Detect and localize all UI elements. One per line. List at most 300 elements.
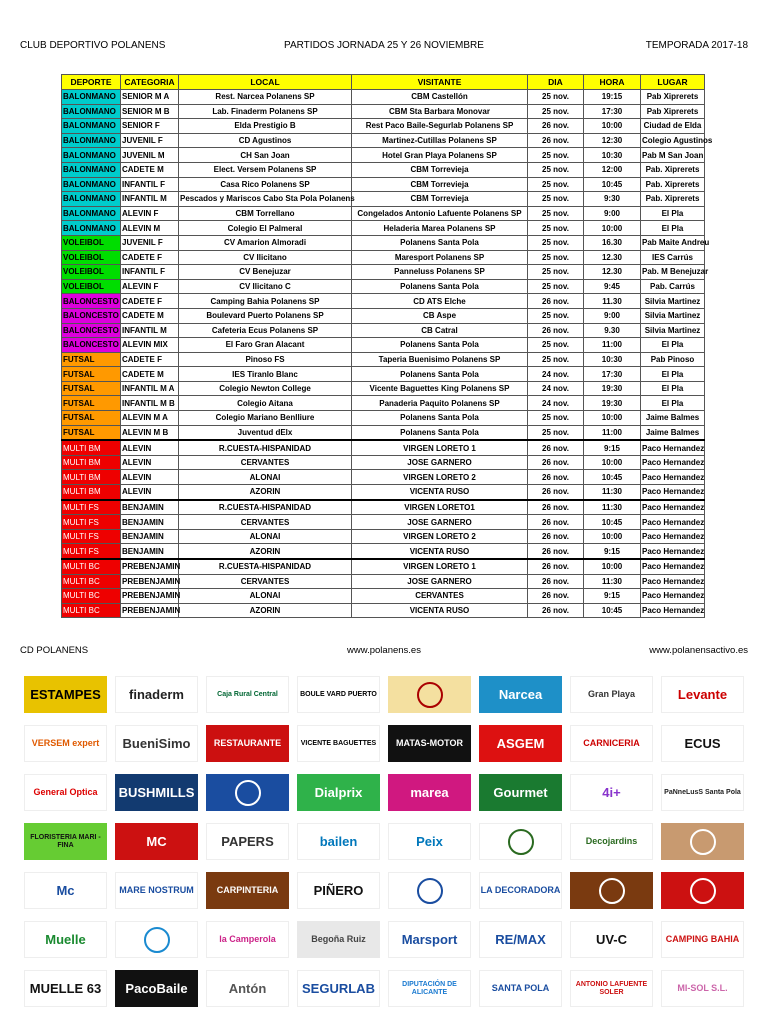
cell-hora: 11.30	[584, 294, 641, 309]
cell-hora: 10:00	[584, 411, 641, 426]
cell-dia: 24 nov.	[528, 396, 584, 411]
season-label: TEMPORADA 2017-18	[645, 40, 748, 51]
cell-hora: 10:00	[584, 559, 641, 574]
bushmills-logo	[115, 774, 198, 811]
cell-dia: 25 nov.	[528, 279, 584, 294]
cell-dia: 25 nov.	[528, 221, 584, 236]
cell-local: ALONAI	[179, 529, 352, 544]
cell-lugar: Silvia Martinez	[641, 323, 705, 338]
cell-local: CERVANTES	[179, 515, 352, 530]
cell-categoria: JUVENIL F	[121, 133, 179, 148]
sponsor-name: Dialprix	[314, 784, 363, 800]
cell-deporte: FUTSAL	[62, 352, 121, 367]
table-row	[62, 574, 705, 589]
cell-dia: 26 nov.	[528, 515, 584, 530]
mare-nostrum-logo	[115, 872, 198, 909]
cell-lugar: Pab. M Benejuzar	[641, 265, 705, 280]
table-row	[62, 425, 705, 440]
cell-categoria: SENIOR M B	[121, 104, 179, 119]
cell-local: Pinoso FS	[179, 352, 352, 367]
cell-hora: 9:15	[584, 589, 641, 604]
cell-dia: 26 nov.	[528, 529, 584, 544]
sponsor-name: Levante	[677, 686, 728, 702]
cell-hora: 12:30	[584, 133, 641, 148]
cell-lugar: Jaime Balmes	[641, 425, 705, 440]
cell-local: Camping Bahia Polanens SP	[179, 294, 352, 309]
bailen-logo	[297, 823, 380, 860]
sponsor-name: 4i+	[602, 784, 621, 800]
emblem-icon	[690, 878, 716, 904]
sponsor-name: LA DECORADORA	[480, 884, 561, 895]
cell-categoria: ALEVIN M A	[121, 411, 179, 426]
cell-categoria: CADETE F	[121, 352, 179, 367]
cell-lugar: Colegio Agustinos	[641, 133, 705, 148]
sponsor-name: Muelle	[45, 931, 86, 947]
sponsor-name: Gran Playa	[587, 688, 636, 699]
cell-deporte: MULTI BC	[62, 574, 121, 589]
sponsor-name: RE/MAX	[495, 931, 546, 947]
sponsor-name: Caja Rural Central	[217, 690, 278, 698]
cell-visitante: Polanens Santa Pola	[352, 235, 528, 250]
cell-deporte: BALONCESTO	[62, 294, 121, 309]
cell-lugar: Pab. Xiprerets	[641, 177, 705, 192]
table-row	[62, 177, 705, 192]
cell-categoria: ALEVIN F	[121, 206, 179, 221]
cell-lugar: IES Carrús	[641, 250, 705, 265]
cell-lugar: El Pla	[641, 221, 705, 236]
emblem-icon	[235, 780, 261, 806]
table-row	[62, 603, 705, 618]
table-row	[62, 265, 705, 280]
cell-local: Cafeteria Ecus Polanens SP	[179, 323, 352, 338]
cell-hora: 9:15	[584, 544, 641, 559]
cell-visitante: JOSE GARNERO	[352, 515, 528, 530]
el-faro-logo	[661, 872, 744, 909]
papers-logo	[206, 823, 289, 860]
cell-local: CV Benejuzar	[179, 265, 352, 280]
table-row	[62, 104, 705, 119]
cell-dia: 26 nov.	[528, 323, 584, 338]
cell-deporte: VOLEIBOL	[62, 279, 121, 294]
sponsor-name: SEGURLAB	[302, 980, 375, 996]
cell-lugar: El Pla	[641, 381, 705, 396]
table-row	[62, 119, 705, 134]
cell-categoria: BENJAMIN	[121, 529, 179, 544]
la-decoradora-logo	[479, 872, 562, 909]
anton-logo	[206, 970, 289, 1007]
diputacion-logo	[388, 970, 471, 1007]
cell-hora: 10:30	[584, 148, 641, 163]
table-row	[62, 411, 705, 426]
sponsor-name: PIÑERO	[313, 882, 364, 898]
sponsor-name: Gourmet	[493, 784, 548, 800]
cell-local: CV Ilicitano C	[179, 279, 352, 294]
schedule-table	[61, 74, 713, 618]
paquito-logo	[570, 872, 653, 909]
cell-categoria: JUVENIL M	[121, 148, 179, 163]
cell-lugar: Paco Hernandez	[641, 529, 705, 544]
cell-dia: 26 nov.	[528, 470, 584, 485]
sponsor-name: BOULE VARD PUERTO	[300, 690, 377, 698]
footer-website-link[interactable]: www.polanens.es	[347, 645, 421, 656]
cell-categoria: JUVENIL F	[121, 235, 179, 250]
cell-local: ALONAI	[179, 589, 352, 604]
cell-deporte: BALONMANO	[62, 221, 121, 236]
cell-deporte: MULTI BC	[62, 603, 121, 618]
cell-visitante: Polanens Santa Pola	[352, 367, 528, 382]
emblem-icon	[508, 829, 534, 855]
antonio-lafuente-logo	[570, 970, 653, 1007]
cell-deporte: BALONMANO	[62, 90, 121, 105]
column-header-visitante: VISITANTE	[352, 75, 528, 90]
narcea-logo	[479, 676, 562, 713]
buenisimo-logo	[115, 725, 198, 762]
cell-local: Colegio Newton College	[179, 381, 352, 396]
emblem-icon	[144, 927, 170, 953]
cell-dia: 25 nov.	[528, 411, 584, 426]
cell-hora: 9:00	[584, 206, 641, 221]
4it-logo	[570, 774, 653, 811]
cell-local: AZORIN	[179, 544, 352, 559]
sponsor-name: PacoBaile	[125, 980, 188, 996]
sponsor-name: Peix	[416, 833, 443, 849]
sponsor-name: CAMPING BAHIA	[665, 933, 740, 944]
cell-dia: 26 nov.	[528, 485, 584, 500]
cell-lugar: Pab Xiprerets	[641, 90, 705, 105]
cell-deporte: MULTI BM	[62, 440, 121, 455]
estampes-logo	[24, 676, 107, 713]
cell-lugar: Paco Hernandez	[641, 470, 705, 485]
cell-visitante: Congelados Antonio Lafuente Polanens SP	[352, 206, 528, 221]
cell-local: Elda Prestigio B	[179, 119, 352, 134]
table-row	[62, 192, 705, 207]
cell-lugar: Pab. Xiprerets	[641, 192, 705, 207]
table-row	[62, 338, 705, 353]
cell-deporte: FUTSAL	[62, 367, 121, 382]
sponsor-name: SANTA POLA	[491, 982, 550, 993]
cell-hora: 10:00	[584, 529, 641, 544]
cell-lugar: El Pla	[641, 367, 705, 382]
cell-visitante: Polanens Santa Pola	[352, 425, 528, 440]
footer-activo-link[interactable]: www.polanensactivo.es	[649, 645, 748, 656]
cell-deporte: VOLEIBOL	[62, 235, 121, 250]
cell-visitante: Rest Paco Baile-Segurlab Polanens SP	[352, 119, 528, 134]
cell-dia: 26 nov.	[528, 559, 584, 574]
cell-hora: 10:45	[584, 177, 641, 192]
versem-logo	[24, 725, 107, 762]
cell-deporte: BALONMANO	[62, 133, 121, 148]
cell-deporte: BALONMANO	[62, 148, 121, 163]
gran-playa-logo	[570, 676, 653, 713]
camping-bahia-logo	[479, 823, 562, 860]
table-row	[62, 90, 705, 105]
cell-local: IES Tiranlo Blanc	[179, 367, 352, 382]
cell-categoria: BENJAMIN	[121, 500, 179, 515]
cell-lugar: Silvia Martinez	[641, 308, 705, 323]
cell-hora: 11:30	[584, 574, 641, 589]
gourmet-logo	[479, 774, 562, 811]
matas-motor-logo	[388, 725, 471, 762]
sponsor-name: marea	[410, 784, 449, 800]
cell-visitante: CBM Castellón	[352, 90, 528, 105]
cell-categoria: INFANTIL F	[121, 177, 179, 192]
emblem-icon	[417, 682, 443, 708]
crest-logo	[388, 676, 471, 713]
cell-hora: 11:00	[584, 425, 641, 440]
cell-hora: 19:30	[584, 381, 641, 396]
cell-categoria: ALEVIN M	[121, 221, 179, 236]
cell-deporte: BALONMANO	[62, 206, 121, 221]
restaurante-logo	[206, 725, 289, 762]
cell-local: El Faro Gran Alacant	[179, 338, 352, 353]
cell-lugar: Paco Hernandez	[641, 485, 705, 500]
cell-deporte: VOLEIBOL	[62, 250, 121, 265]
cell-visitante: CBM Torrevieja	[352, 162, 528, 177]
cell-visitante: VIRGEN LORETO 1	[352, 559, 528, 574]
marea-logo	[388, 774, 471, 811]
sponsor-name: Decojardins	[585, 835, 638, 846]
table-row	[62, 162, 705, 177]
cell-visitante: Polanens Santa Pola	[352, 279, 528, 294]
table-row	[62, 396, 705, 411]
cell-deporte: MULTI FS	[62, 529, 121, 544]
cell-hora: 12:00	[584, 162, 641, 177]
cell-hora: 17:30	[584, 104, 641, 119]
cell-local: CBM Torrellano	[179, 206, 352, 221]
table-row	[62, 515, 705, 530]
cell-visitante: CB Catral	[352, 323, 528, 338]
sponsor-name: Narcea	[498, 686, 543, 702]
table-row	[62, 323, 705, 338]
carpinteria-logo	[206, 872, 289, 909]
cell-local: Casa Rico Polanens SP	[179, 177, 352, 192]
cell-categoria: INFANTIL M B	[121, 396, 179, 411]
cell-local: CV Amarion Almoradi	[179, 235, 352, 250]
cell-deporte: MULTI FS	[62, 515, 121, 530]
cell-local: CD Agustinos	[179, 133, 352, 148]
cell-categoria: BENJAMIN	[121, 544, 179, 559]
table-row	[62, 294, 705, 309]
cell-lugar: Paco Hernandez	[641, 559, 705, 574]
cell-dia: 25 nov.	[528, 235, 584, 250]
cell-dia: 26 nov.	[528, 574, 584, 589]
cell-dia: 26 nov.	[528, 133, 584, 148]
cell-dia: 25 nov.	[528, 352, 584, 367]
cell-hora: 9.30	[584, 323, 641, 338]
cell-local: CV Ilicitano	[179, 250, 352, 265]
cell-deporte: BALONCESTO	[62, 308, 121, 323]
boulevard-puerto-logo	[297, 676, 380, 713]
table-row	[62, 352, 705, 367]
schedule-body	[62, 90, 713, 618]
cell-deporte: MULTI FS	[62, 500, 121, 515]
cell-visitante: VICENTA RUSO	[352, 485, 528, 500]
santa-pola-logo	[479, 970, 562, 1007]
cell-dia: 25 nov.	[528, 425, 584, 440]
cell-dia: 26 nov.	[528, 500, 584, 515]
mi-sol-logo	[661, 970, 744, 1007]
camping-bahia2-logo	[661, 921, 744, 958]
cell-dia: 25 nov.	[528, 148, 584, 163]
cell-categoria: ALEVIN MIX	[121, 338, 179, 353]
cell-hora: 9:15	[584, 440, 641, 455]
cell-lugar: Paco Hernandez	[641, 603, 705, 618]
cell-dia: 26 nov.	[528, 440, 584, 455]
cell-categoria: CADETE M	[121, 308, 179, 323]
sponsor-name: CARNICERIA	[583, 737, 640, 748]
tabarquinas-logo	[115, 921, 198, 958]
column-header-lugar: LUGAR	[641, 75, 705, 90]
table-row	[62, 221, 705, 236]
panneluss-logo	[661, 774, 744, 811]
table-row	[62, 440, 705, 455]
paco-baile-logo	[115, 970, 198, 1007]
loteria-logo	[206, 774, 289, 811]
cell-categoria: SENIOR F	[121, 119, 179, 134]
cell-categoria: CADETE F	[121, 250, 179, 265]
cell-hora: 10:45	[584, 470, 641, 485]
cell-hora: 16.30	[584, 235, 641, 250]
cell-hora: 9:45	[584, 279, 641, 294]
cell-lugar: Paco Hernandez	[641, 500, 705, 515]
cell-lugar: Pab Maite Andreu	[641, 235, 705, 250]
table-row	[62, 544, 705, 559]
pinero-logo	[297, 872, 380, 909]
cell-local: Colegio Mariano Benlliure	[179, 411, 352, 426]
sponsor-name: CARPINTERIA	[216, 884, 279, 895]
dialprix-logo	[297, 774, 380, 811]
asgem-logo	[479, 725, 562, 762]
cell-categoria: ALEVIN	[121, 470, 179, 485]
cell-deporte: MULTI BM	[62, 470, 121, 485]
cell-local: Elect. Versem Polanens SP	[179, 162, 352, 177]
cell-local: CH San Joan	[179, 148, 352, 163]
cell-deporte: BALONMANO	[62, 119, 121, 134]
sponsor-name: UV-C	[595, 931, 628, 947]
cell-visitante: Maresport Polanens SP	[352, 250, 528, 265]
cell-lugar: Paco Hernandez	[641, 515, 705, 530]
cell-dia: 25 nov.	[528, 192, 584, 207]
cell-dia: 25 nov.	[528, 308, 584, 323]
cell-hora: 9:00	[584, 308, 641, 323]
cell-visitante: Heladeria Marea Polanens SP	[352, 221, 528, 236]
cell-local: AZORIN	[179, 485, 352, 500]
sponsor-name: MI-SOL S.L.	[677, 982, 728, 993]
cell-deporte: MULTI BC	[62, 559, 121, 574]
cell-categoria: CADETE M	[121, 367, 179, 382]
uvc-logo	[570, 921, 653, 958]
cell-categoria: PREBENJAMIN	[121, 559, 179, 574]
cell-hora: 12.30	[584, 265, 641, 280]
cell-categoria: BENJAMIN	[121, 515, 179, 530]
cell-deporte: FUTSAL	[62, 396, 121, 411]
sponsor-name: RESTAURANTE	[213, 737, 282, 748]
cell-visitante: VIRGEN LORETO 2	[352, 470, 528, 485]
cell-dia: 26 nov.	[528, 603, 584, 618]
sponsor-name: Begoña Ruiz	[311, 933, 366, 944]
cell-deporte: MULTI FS	[62, 544, 121, 559]
cell-dia: 26 nov.	[528, 119, 584, 134]
emblem-icon	[690, 829, 716, 855]
column-header-local: LOCAL	[179, 75, 352, 90]
table-row	[62, 279, 705, 294]
sponsor-name: MC	[146, 833, 167, 849]
table-row	[62, 148, 705, 163]
cell-dia: 26 nov.	[528, 455, 584, 470]
cell-visitante: CBM Torrevieja	[352, 192, 528, 207]
cell-local: R.CUESTA-HISPANIDAD	[179, 440, 352, 455]
cell-lugar: Paco Hernandez	[641, 589, 705, 604]
table-row	[62, 206, 705, 221]
sponsor-name: BueniSimo	[122, 735, 191, 751]
cell-categoria: INFANTIL M	[121, 323, 179, 338]
cell-dia: 26 nov.	[528, 589, 584, 604]
cell-dia: 24 nov.	[528, 367, 584, 382]
emblem-icon	[599, 878, 625, 904]
sponsor-name: ASGEM	[496, 735, 545, 751]
general-optica-logo	[24, 774, 107, 811]
table-row	[62, 589, 705, 604]
cell-hora: 19:30	[584, 396, 641, 411]
cell-dia: 25 nov.	[528, 206, 584, 221]
cell-local: Juventud dElx	[179, 425, 352, 440]
table-row	[62, 367, 705, 382]
cell-lugar: Paco Hernandez	[641, 455, 705, 470]
cell-hora: 10:45	[584, 603, 641, 618]
cell-lugar: Silvia Martinez	[641, 294, 705, 309]
cell-categoria: ALEVIN	[121, 485, 179, 500]
cell-visitante: Polanens Santa Pola	[352, 338, 528, 353]
cell-lugar: Pab Xiprerets	[641, 104, 705, 119]
sponsor-name: MARE NOSTRUM	[119, 884, 194, 895]
carniceria-logo	[570, 725, 653, 762]
table-row	[62, 455, 705, 470]
cell-local: CERVANTES	[179, 574, 352, 589]
column-header-hora: HORA	[584, 75, 641, 90]
sponsor-name: PAPERS	[221, 833, 274, 849]
cell-local: Boulevard Puerto Polanens SP	[179, 308, 352, 323]
table-row	[62, 500, 705, 515]
cell-lugar: El Pla	[641, 206, 705, 221]
cell-visitante: CB Aspe	[352, 308, 528, 323]
sponsor-name: Mc	[56, 882, 75, 898]
cell-deporte: BALONCESTO	[62, 338, 121, 353]
table-row	[62, 250, 705, 265]
cell-dia: 24 nov.	[528, 381, 584, 396]
cell-categoria: ALEVIN M B	[121, 425, 179, 440]
cell-deporte: BALONMANO	[62, 162, 121, 177]
cell-hora: 17:30	[584, 367, 641, 382]
martinez-cutillas-logo	[115, 823, 198, 860]
sponsor-name: Antón	[228, 980, 267, 996]
cell-local: Colegio El Palmeral	[179, 221, 352, 236]
finaderm-logo	[115, 676, 198, 713]
levante-logo	[661, 676, 744, 713]
mc-logo	[24, 872, 107, 909]
cell-visitante: VIRGEN LORETO 1	[352, 440, 528, 455]
cell-deporte: FUTSAL	[62, 381, 121, 396]
table-row	[62, 381, 705, 396]
cell-deporte: MULTI BM	[62, 485, 121, 500]
cell-hora: 10:45	[584, 515, 641, 530]
column-header-categoria: CATEGORIA	[121, 75, 179, 90]
cell-dia: 26 nov.	[528, 544, 584, 559]
cell-lugar: Pab. Xiprerets	[641, 162, 705, 177]
cell-hora: 10:30	[584, 352, 641, 367]
cell-categoria: CADETE F	[121, 294, 179, 309]
cell-hora: 10:00	[584, 455, 641, 470]
table-row	[62, 559, 705, 574]
